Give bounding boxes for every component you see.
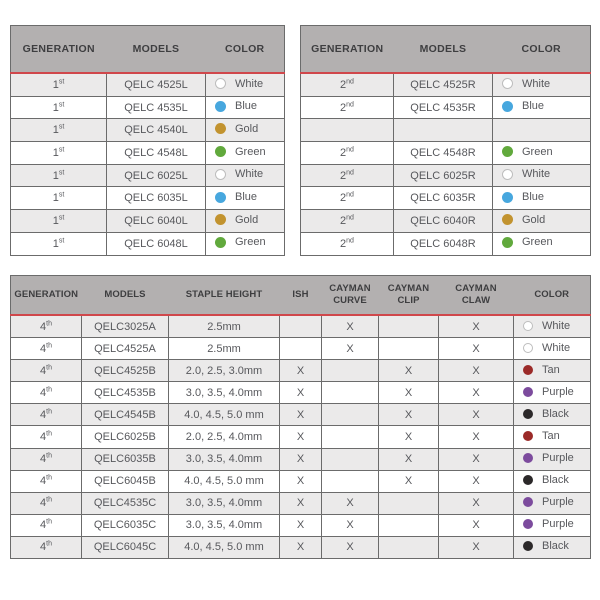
color-swatch bbox=[523, 497, 533, 507]
generation-cell: 4th bbox=[11, 470, 82, 492]
model-cell: QELC 6025L bbox=[107, 164, 206, 187]
model-cell: QELC 6040R bbox=[394, 210, 493, 233]
color-indicator bbox=[523, 518, 574, 530]
gen1-header-models: MODELS bbox=[107, 26, 206, 74]
color-cell bbox=[206, 73, 285, 96]
ish-cell: X bbox=[280, 492, 322, 514]
color-indicator bbox=[523, 540, 569, 552]
cayman-clip-cell bbox=[379, 338, 439, 360]
table-row bbox=[11, 96, 285, 119]
color-indicator bbox=[215, 168, 263, 180]
color-swatch bbox=[523, 387, 533, 397]
cayman-curve-cell bbox=[322, 360, 379, 382]
table-row bbox=[11, 142, 285, 165]
model-cell: QELC6025B bbox=[82, 426, 169, 448]
table-row bbox=[11, 338, 591, 360]
color-swatch bbox=[215, 101, 226, 112]
staple-height-cell: 4.0, 4.5, 5.0 mm bbox=[169, 536, 280, 558]
gen4-header-cayman-curve: CAYMAN CURVE bbox=[322, 276, 379, 316]
model-cell: QELC 6048L bbox=[107, 232, 206, 255]
color-swatch bbox=[502, 169, 513, 180]
gen4-table-body bbox=[11, 315, 591, 559]
generation-superscript: nd bbox=[346, 237, 354, 244]
model-cell: QELC 4548L bbox=[107, 142, 206, 165]
gen4-header-ish: ISH bbox=[280, 276, 322, 316]
color-swatch bbox=[502, 101, 513, 112]
table-row bbox=[11, 73, 285, 96]
model-cell: QELC6045B bbox=[82, 470, 169, 492]
color-swatch bbox=[502, 78, 513, 89]
color-indicator bbox=[523, 386, 574, 398]
color-indicator bbox=[523, 408, 569, 420]
cayman-curve-cell bbox=[322, 448, 379, 470]
cayman-curve-cell: X bbox=[322, 338, 379, 360]
generation-superscript: st bbox=[58, 123, 65, 131]
generation-cell: 1st bbox=[11, 142, 107, 165]
table-row bbox=[301, 164, 591, 187]
table-row bbox=[11, 404, 591, 426]
staple-height-cell: 3.0, 3.5, 4.0mm bbox=[169, 514, 280, 536]
color-swatch bbox=[502, 237, 513, 248]
table-row bbox=[301, 187, 591, 210]
model-cell: QELC4525B bbox=[82, 360, 169, 382]
generation-superscript: th bbox=[46, 518, 52, 526]
color-label: Black bbox=[542, 540, 569, 553]
color-indicator bbox=[523, 320, 570, 332]
color-label: Green bbox=[522, 236, 553, 249]
gen4-header-color: COLOR bbox=[514, 276, 591, 316]
cayman-clip-cell: X bbox=[379, 360, 439, 382]
ish-cell: X bbox=[280, 360, 322, 382]
staple-height-cell: 2.0, 2.5, 3.0mm bbox=[169, 360, 280, 382]
color-indicator bbox=[215, 100, 257, 112]
color-label: White bbox=[522, 168, 551, 181]
generation-cell: 2nd bbox=[301, 210, 394, 233]
table-row bbox=[11, 119, 285, 142]
color-swatch bbox=[215, 146, 226, 157]
staple-height-cell: 2.0, 2.5, 4.0mm bbox=[169, 426, 280, 448]
generation-cell: 4th bbox=[11, 360, 82, 382]
color-label: Blue bbox=[235, 191, 258, 204]
cayman-claw-cell: X bbox=[439, 470, 514, 492]
color-swatch bbox=[523, 409, 533, 419]
cayman-curve-cell bbox=[322, 404, 379, 426]
gen2-header-models: MODELS bbox=[394, 26, 493, 74]
ish-cell bbox=[280, 338, 322, 360]
table-row bbox=[301, 73, 591, 96]
model-cell: QELC 4535R bbox=[394, 96, 493, 119]
model-cell: QELC4535C bbox=[82, 492, 169, 514]
model-cell: QELC 6040L bbox=[107, 210, 206, 233]
generation-cell: 4th bbox=[11, 448, 82, 470]
color-swatch bbox=[523, 365, 533, 375]
generation-superscript: nd bbox=[346, 214, 354, 222]
cayman-clip-cell: X bbox=[379, 448, 439, 470]
color-cell bbox=[514, 360, 591, 382]
generation-cell: 4th bbox=[11, 536, 82, 558]
cayman-curve-cell bbox=[322, 426, 379, 448]
cayman-curve-cell: X bbox=[322, 536, 379, 558]
color-indicator bbox=[215, 146, 266, 158]
ish-cell: X bbox=[280, 470, 322, 492]
color-swatch bbox=[523, 343, 533, 353]
table-row bbox=[11, 514, 591, 536]
color-indicator bbox=[523, 364, 560, 376]
color-label: Blue bbox=[522, 100, 545, 113]
table-row bbox=[11, 232, 285, 255]
color-indicator bbox=[523, 452, 574, 464]
color-cell bbox=[493, 96, 591, 119]
cayman-curve-cell: X bbox=[322, 514, 379, 536]
color-indicator bbox=[215, 191, 257, 203]
cayman-clip-cell bbox=[379, 492, 439, 514]
color-label: Blue bbox=[522, 191, 545, 204]
color-indicator bbox=[523, 474, 569, 486]
generation-superscript: nd bbox=[346, 78, 354, 86]
gen4-table-header bbox=[11, 276, 591, 316]
cayman-clip-cell: X bbox=[379, 470, 439, 492]
color-cell bbox=[514, 338, 591, 360]
generation-cell: 1st bbox=[11, 210, 107, 233]
ish-cell bbox=[280, 315, 322, 338]
table-row bbox=[11, 187, 285, 210]
generation-cell: 1st bbox=[11, 73, 107, 96]
cayman-clip-cell: X bbox=[379, 426, 439, 448]
generation-superscript: th bbox=[46, 341, 52, 349]
color-label: Black bbox=[542, 474, 569, 487]
model-cell: QELC6045C bbox=[82, 536, 169, 558]
gen2-table-header bbox=[301, 26, 591, 74]
color-swatch bbox=[215, 237, 226, 248]
color-label: Blue bbox=[235, 100, 258, 113]
model-cell: QELC3025A bbox=[82, 315, 169, 338]
color-swatch bbox=[502, 192, 513, 203]
cayman-clip-cell bbox=[379, 315, 439, 338]
color-label: White bbox=[235, 77, 264, 90]
gen1-header-color: COLOR bbox=[206, 26, 285, 74]
color-cell bbox=[493, 210, 591, 233]
table-row bbox=[11, 315, 591, 338]
staple-height-cell: 2.5mm bbox=[169, 315, 280, 338]
table-row bbox=[11, 164, 285, 187]
generation-superscript: st bbox=[58, 214, 65, 222]
cayman-curve-cell bbox=[322, 382, 379, 404]
color-swatch bbox=[215, 192, 226, 203]
generation-cell: 1st bbox=[11, 164, 107, 187]
staple-height-cell: 2.5mm bbox=[169, 338, 280, 360]
color-label: Gold bbox=[235, 122, 259, 135]
cayman-curve-cell bbox=[322, 470, 379, 492]
cayman-claw-cell: X bbox=[439, 360, 514, 382]
color-swatch bbox=[215, 169, 226, 180]
color-swatch bbox=[215, 78, 226, 89]
generation-cell: 2nd bbox=[301, 142, 394, 165]
generation-superscript: th bbox=[46, 408, 52, 416]
color-cell bbox=[514, 492, 591, 514]
color-cell bbox=[206, 232, 285, 255]
gen1-table-header bbox=[11, 26, 285, 74]
color-swatch bbox=[215, 214, 226, 225]
color-swatch bbox=[523, 431, 533, 441]
model-cell: QELC 4525L bbox=[107, 73, 206, 96]
color-cell bbox=[206, 210, 285, 233]
gen4-header-cayman-clip: CAYMAN CLIP bbox=[379, 276, 439, 316]
color-indicator bbox=[215, 236, 266, 248]
generation-superscript: th bbox=[46, 452, 52, 460]
generation-superscript: st bbox=[58, 168, 65, 176]
model-cell: QELC4535B bbox=[82, 382, 169, 404]
color-label: Gold bbox=[235, 213, 259, 226]
generation-cell: 1st bbox=[11, 187, 107, 210]
color-swatch bbox=[523, 453, 533, 463]
generation-superscript: nd bbox=[346, 191, 354, 199]
generation-cell: 2nd bbox=[301, 96, 394, 119]
generation-superscript: st bbox=[58, 100, 65, 108]
generation-cell: 4th bbox=[11, 492, 82, 514]
generation-superscript: th bbox=[46, 319, 52, 327]
color-cell bbox=[514, 536, 591, 558]
color-cell bbox=[514, 315, 591, 338]
table-row bbox=[301, 142, 591, 165]
gen4-header-models: MODELS bbox=[82, 276, 169, 316]
color-cell bbox=[206, 187, 285, 210]
color-cell bbox=[514, 382, 591, 404]
generation-cell: 4th bbox=[11, 426, 82, 448]
generation-superscript: th bbox=[46, 540, 52, 548]
model-cell: QELC 4535L bbox=[107, 96, 206, 119]
color-cell bbox=[206, 164, 285, 187]
gen2-table bbox=[300, 25, 591, 256]
cayman-claw-cell: X bbox=[439, 315, 514, 338]
generation-superscript: st bbox=[58, 191, 65, 199]
color-indicator bbox=[523, 342, 570, 354]
generation-cell bbox=[301, 119, 394, 142]
ish-cell: X bbox=[280, 404, 322, 426]
generation-superscript: nd bbox=[346, 168, 354, 176]
gen4-table bbox=[10, 275, 591, 559]
table-row bbox=[301, 96, 591, 119]
table-row bbox=[301, 119, 591, 142]
model-cell: QELC 4548R bbox=[394, 142, 493, 165]
generation-superscript: st bbox=[58, 146, 65, 154]
model-cell: QELC4525A bbox=[82, 338, 169, 360]
model-cell: QELC4545B bbox=[82, 404, 169, 426]
color-label: White bbox=[542, 319, 571, 332]
color-label: Tan bbox=[542, 363, 560, 376]
generation-superscript: th bbox=[46, 496, 52, 504]
cayman-claw-cell: X bbox=[439, 382, 514, 404]
cayman-claw-cell: X bbox=[439, 404, 514, 426]
generation-superscript: th bbox=[46, 474, 52, 482]
model-cell bbox=[394, 119, 493, 142]
ish-cell: X bbox=[280, 448, 322, 470]
generation-cell: 4th bbox=[11, 315, 82, 338]
cayman-claw-cell: X bbox=[439, 536, 514, 558]
generation-superscript: th bbox=[46, 364, 52, 372]
generation-cell: 4th bbox=[11, 404, 82, 426]
generation-cell: 1st bbox=[11, 119, 107, 142]
color-swatch bbox=[215, 123, 226, 134]
generation-cell: 4th bbox=[11, 514, 82, 536]
color-cell bbox=[514, 470, 591, 492]
generation-superscript: st bbox=[58, 237, 65, 244]
color-cell bbox=[493, 142, 591, 165]
table-row bbox=[11, 448, 591, 470]
cayman-clip-cell bbox=[379, 536, 439, 558]
color-cell bbox=[206, 96, 285, 119]
table-row bbox=[11, 492, 591, 514]
color-label: Green bbox=[522, 145, 553, 158]
cayman-claw-cell: X bbox=[439, 514, 514, 536]
table-row bbox=[11, 426, 591, 448]
color-indicator bbox=[502, 214, 545, 226]
model-cell: QELC 6035L bbox=[107, 187, 206, 210]
color-cell bbox=[514, 426, 591, 448]
color-cell bbox=[493, 232, 591, 255]
cayman-claw-cell: X bbox=[439, 448, 514, 470]
color-indicator bbox=[502, 100, 544, 112]
generation-superscript: th bbox=[46, 386, 52, 394]
generation-cell: 1st bbox=[11, 232, 107, 255]
table-row bbox=[11, 360, 591, 382]
model-cell: QELC 6048R bbox=[394, 232, 493, 255]
color-swatch bbox=[502, 214, 513, 225]
color-cell bbox=[493, 119, 591, 142]
generation-superscript: nd bbox=[346, 146, 354, 154]
color-indicator bbox=[502, 146, 553, 158]
table-row bbox=[11, 536, 591, 558]
table-row bbox=[301, 210, 591, 233]
color-cell bbox=[514, 448, 591, 470]
model-cell: QELC 6035R bbox=[394, 187, 493, 210]
cayman-clip-cell: X bbox=[379, 382, 439, 404]
gen2-table-body bbox=[301, 73, 591, 255]
generation-cell: 2nd bbox=[301, 232, 394, 255]
color-indicator bbox=[502, 168, 550, 180]
generation-cell: 1st bbox=[11, 96, 107, 119]
color-label: Green bbox=[235, 145, 266, 158]
staple-height-cell: 3.0, 3.5, 4.0mm bbox=[169, 448, 280, 470]
ish-cell: X bbox=[280, 426, 322, 448]
color-label: Purple bbox=[542, 496, 574, 509]
generation-superscript: th bbox=[46, 430, 52, 438]
color-cell bbox=[493, 187, 591, 210]
generation-cell: 4th bbox=[11, 382, 82, 404]
color-indicator bbox=[523, 430, 560, 442]
color-cell bbox=[514, 404, 591, 426]
cayman-claw-cell: X bbox=[439, 338, 514, 360]
model-cell: QELC6035B bbox=[82, 448, 169, 470]
color-swatch bbox=[523, 519, 533, 529]
color-label: Purple bbox=[542, 452, 574, 465]
color-label: Purple bbox=[542, 385, 574, 398]
color-cell bbox=[493, 73, 591, 96]
table-row bbox=[11, 470, 591, 492]
staple-height-cell: 4.0, 4.5, 5.0 mm bbox=[169, 470, 280, 492]
generation-superscript: nd bbox=[346, 100, 354, 108]
ish-cell: X bbox=[280, 536, 322, 558]
ish-cell: X bbox=[280, 514, 322, 536]
cayman-clip-cell: X bbox=[379, 404, 439, 426]
color-cell bbox=[514, 514, 591, 536]
generation-cell: 2nd bbox=[301, 187, 394, 210]
staple-height-cell: 3.0, 3.5, 4.0mm bbox=[169, 492, 280, 514]
color-swatch bbox=[523, 321, 533, 331]
color-indicator bbox=[215, 78, 263, 90]
gen1-header-generation: GENERATION bbox=[11, 26, 107, 74]
color-indicator bbox=[502, 78, 550, 90]
gen4-header-cayman-claw: CAYMAN CLAW bbox=[439, 276, 514, 316]
staple-height-cell: 4.0, 4.5, 5.0 mm bbox=[169, 404, 280, 426]
model-cell: QELC 4525R bbox=[394, 73, 493, 96]
color-label: Gold bbox=[522, 213, 546, 226]
gen4-header-generation: GENERATION bbox=[11, 276, 82, 316]
gen1-table bbox=[10, 25, 285, 256]
gen2-header-generation: GENERATION bbox=[301, 26, 394, 74]
color-cell bbox=[206, 119, 285, 142]
table-row bbox=[11, 210, 285, 233]
generation-cell: 2nd bbox=[301, 164, 394, 187]
color-indicator bbox=[523, 496, 574, 508]
generation-cell: 2nd bbox=[301, 73, 394, 96]
color-swatch bbox=[523, 541, 533, 551]
cayman-curve-cell: X bbox=[322, 315, 379, 338]
cayman-clip-cell bbox=[379, 514, 439, 536]
color-indicator bbox=[215, 214, 258, 226]
model-cell: QELC6035C bbox=[82, 514, 169, 536]
color-swatch bbox=[502, 146, 513, 157]
generation-cell: 4th bbox=[11, 338, 82, 360]
cayman-curve-cell: X bbox=[322, 492, 379, 514]
ish-cell: X bbox=[280, 382, 322, 404]
color-indicator bbox=[215, 123, 258, 135]
color-swatch bbox=[523, 475, 533, 485]
color-label: White bbox=[235, 168, 264, 181]
staple-height-cell: 3.0, 3.5, 4.0mm bbox=[169, 382, 280, 404]
cayman-claw-cell: X bbox=[439, 426, 514, 448]
gen2-header-color: COLOR bbox=[493, 26, 591, 74]
cayman-claw-cell: X bbox=[439, 492, 514, 514]
color-indicator bbox=[502, 236, 553, 248]
table-row bbox=[301, 232, 591, 255]
color-indicator bbox=[502, 191, 544, 203]
color-cell bbox=[493, 164, 591, 187]
gen4-header-staple-height: STAPLE HEIGHT bbox=[169, 276, 280, 316]
color-cell bbox=[206, 142, 285, 165]
color-label: Tan bbox=[542, 430, 560, 443]
table-row bbox=[11, 382, 591, 404]
color-label: White bbox=[542, 341, 571, 354]
color-label: Green bbox=[235, 236, 266, 249]
model-cell: QELC 6025R bbox=[394, 164, 493, 187]
generation-superscript: st bbox=[58, 78, 65, 86]
color-label: Purple bbox=[542, 518, 574, 531]
color-label: White bbox=[522, 77, 551, 90]
gen1-table-body bbox=[11, 73, 285, 255]
color-label: Black bbox=[542, 407, 569, 420]
model-cell: QELC 4540L bbox=[107, 119, 206, 142]
